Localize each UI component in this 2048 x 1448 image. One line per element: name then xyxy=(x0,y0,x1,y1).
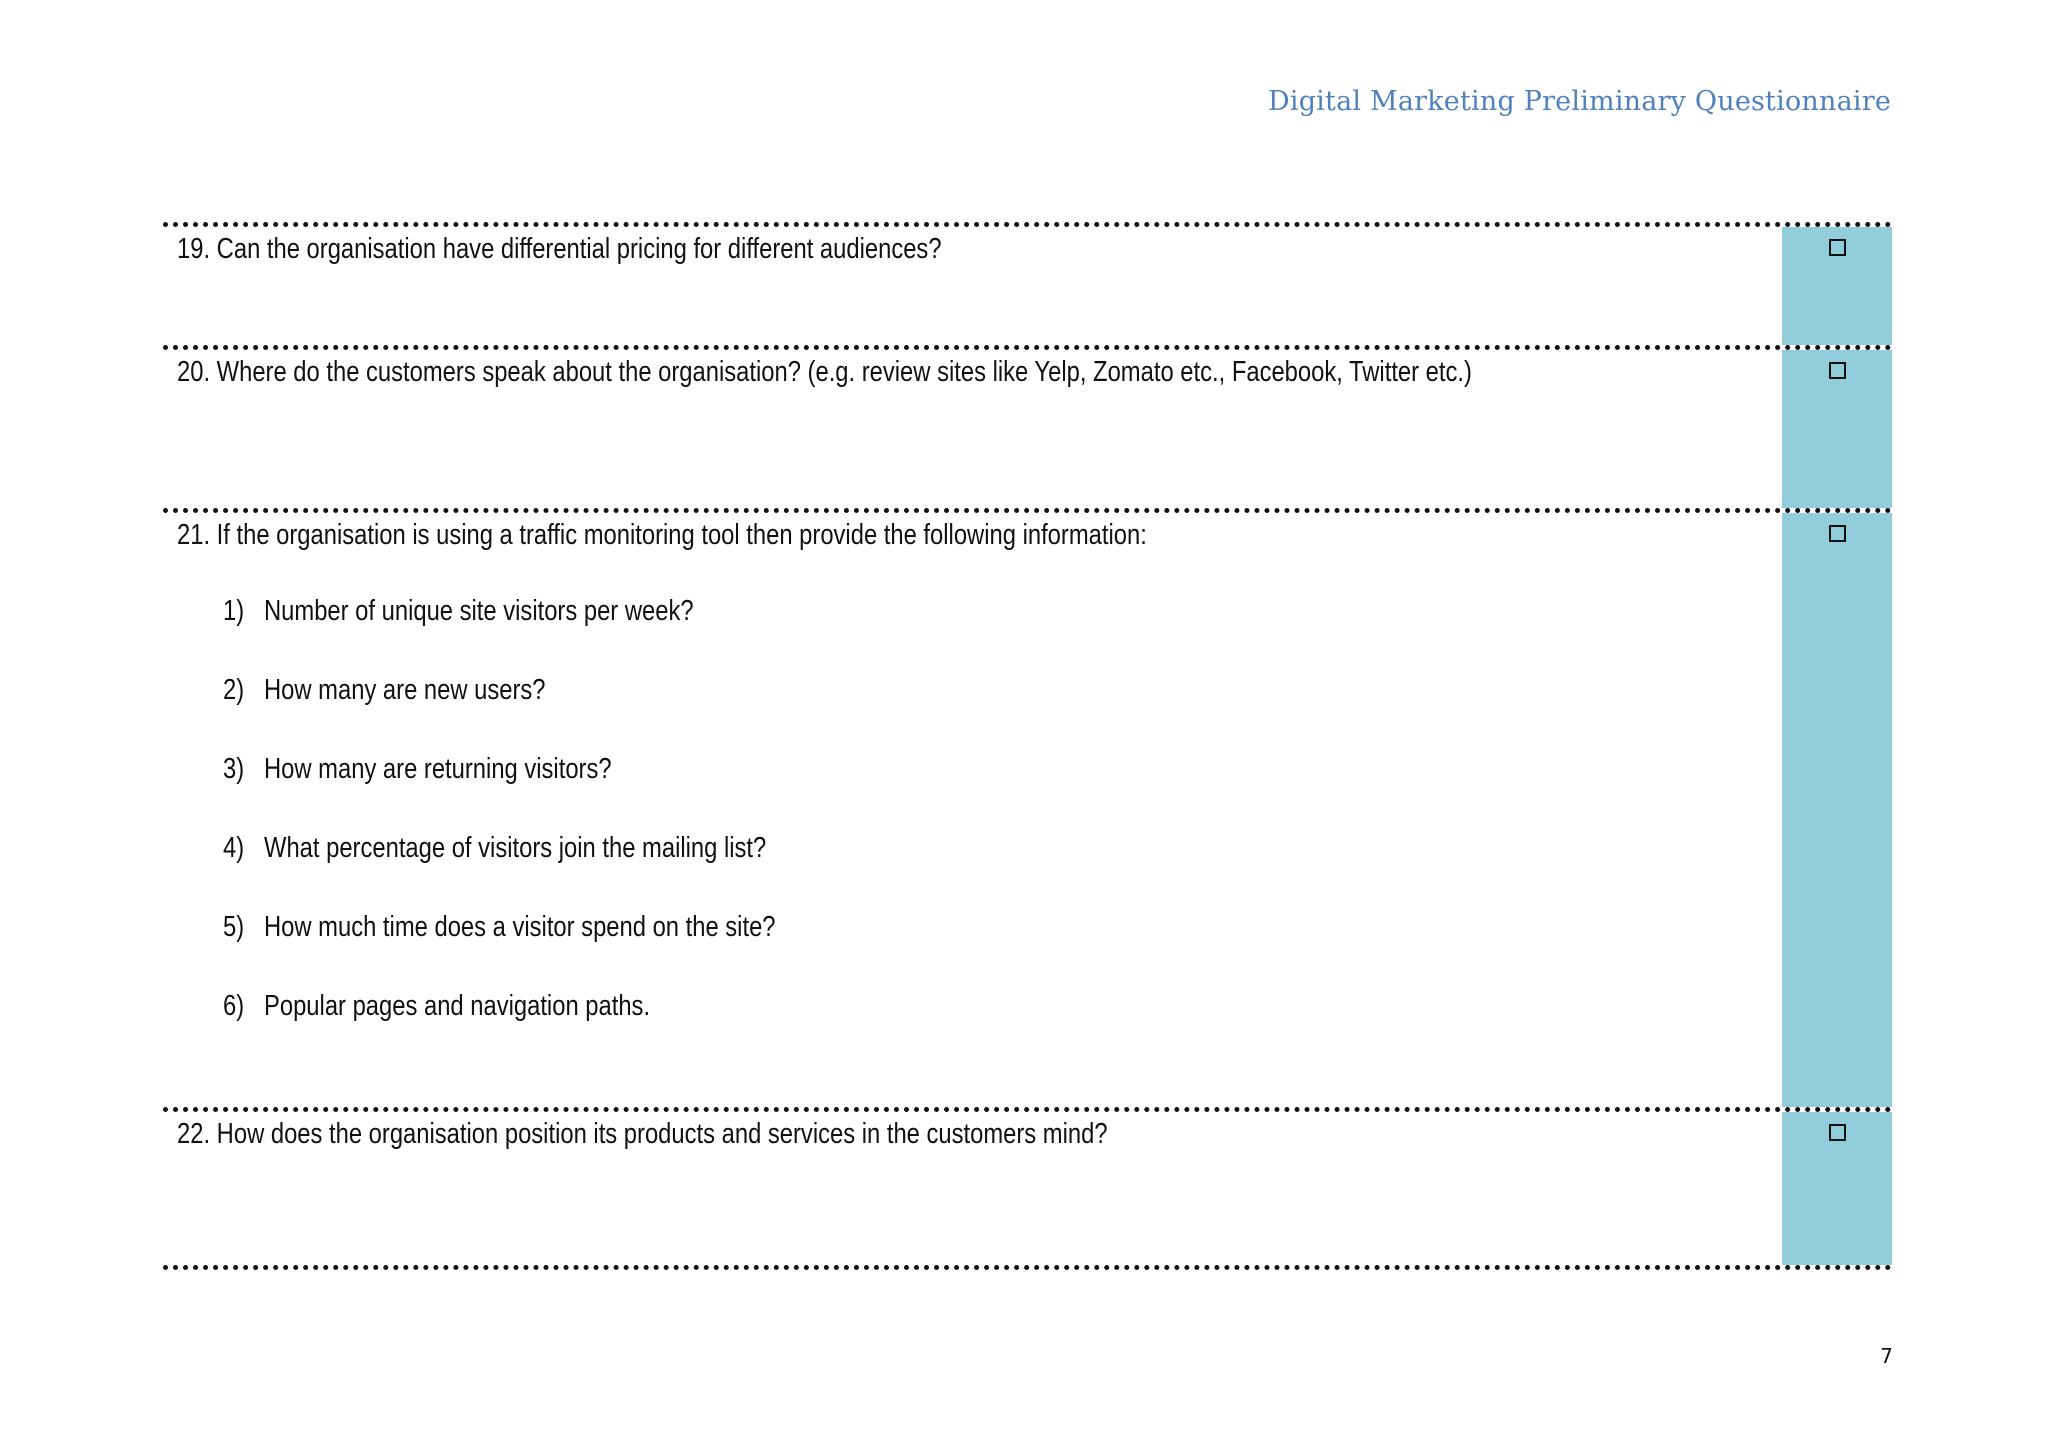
sub-question-list xyxy=(223,595,897,1069)
answer-checkbox[interactable] xyxy=(1829,239,1846,256)
sub-question-number: 1) xyxy=(223,595,245,627)
sub-question-text: Popular pages and navigation paths. xyxy=(264,990,651,1022)
question-text: 19. Can the organisation have differential pricing for different audiences? xyxy=(177,233,942,265)
page-number: 7 xyxy=(1880,1344,1893,1368)
question-row xyxy=(163,222,1892,345)
question-cell xyxy=(163,227,1781,345)
page-header-title: Digital Marketing Preliminary Questionnaire xyxy=(1268,86,1891,117)
sub-question-text: What percentage of visitors join the mailing list? xyxy=(264,832,767,864)
sub-question-text: Number of unique site visitors per week? xyxy=(264,595,694,627)
checkbox-cell xyxy=(1782,350,1892,508)
checkbox-cell xyxy=(1782,1112,1892,1265)
sub-question-number: 5) xyxy=(223,911,245,943)
sub-question-text: How many are returning visitors? xyxy=(264,753,612,785)
question-text: 20. Where do the customers speak about the organisation? (e.g. review sites like Yelp, Zomato etc., Facebook, Twitter etc.) xyxy=(177,356,1472,388)
question-cell xyxy=(163,513,1781,1107)
sub-question-item xyxy=(223,753,897,832)
sub-question-item xyxy=(223,911,897,990)
checkbox-cell xyxy=(1782,227,1892,345)
question-text: 21. If the organisation is using a traffic monitoring tool then provide the following information: xyxy=(177,519,1147,551)
question-row xyxy=(163,345,1892,508)
sub-question-text: How many are new users? xyxy=(264,674,546,706)
sub-question-number: 6) xyxy=(223,990,245,1022)
sub-question-item xyxy=(223,595,897,674)
checkbox-cell xyxy=(1782,513,1892,1107)
answer-checkbox[interactable] xyxy=(1829,525,1846,542)
sub-question-text: How much time does a visitor spend on the site? xyxy=(264,911,776,943)
answer-checkbox[interactable] xyxy=(1829,1124,1846,1141)
answer-checkbox[interactable] xyxy=(1829,362,1846,379)
question-cell xyxy=(163,1112,1781,1265)
question-row xyxy=(163,1107,1892,1270)
question-cell xyxy=(163,350,1781,508)
sub-question-number: 2) xyxy=(223,674,245,706)
questionnaire-table xyxy=(163,222,1892,1270)
question-text: 22. How does the organisation position its products and services in the customers mind? xyxy=(177,1118,1108,1150)
sub-question-item xyxy=(223,832,897,911)
sub-question-item xyxy=(223,674,897,753)
sub-question-number: 3) xyxy=(223,753,245,785)
question-row xyxy=(163,508,1892,1107)
sub-question-number: 4) xyxy=(223,832,245,864)
sub-question-item xyxy=(223,990,897,1069)
